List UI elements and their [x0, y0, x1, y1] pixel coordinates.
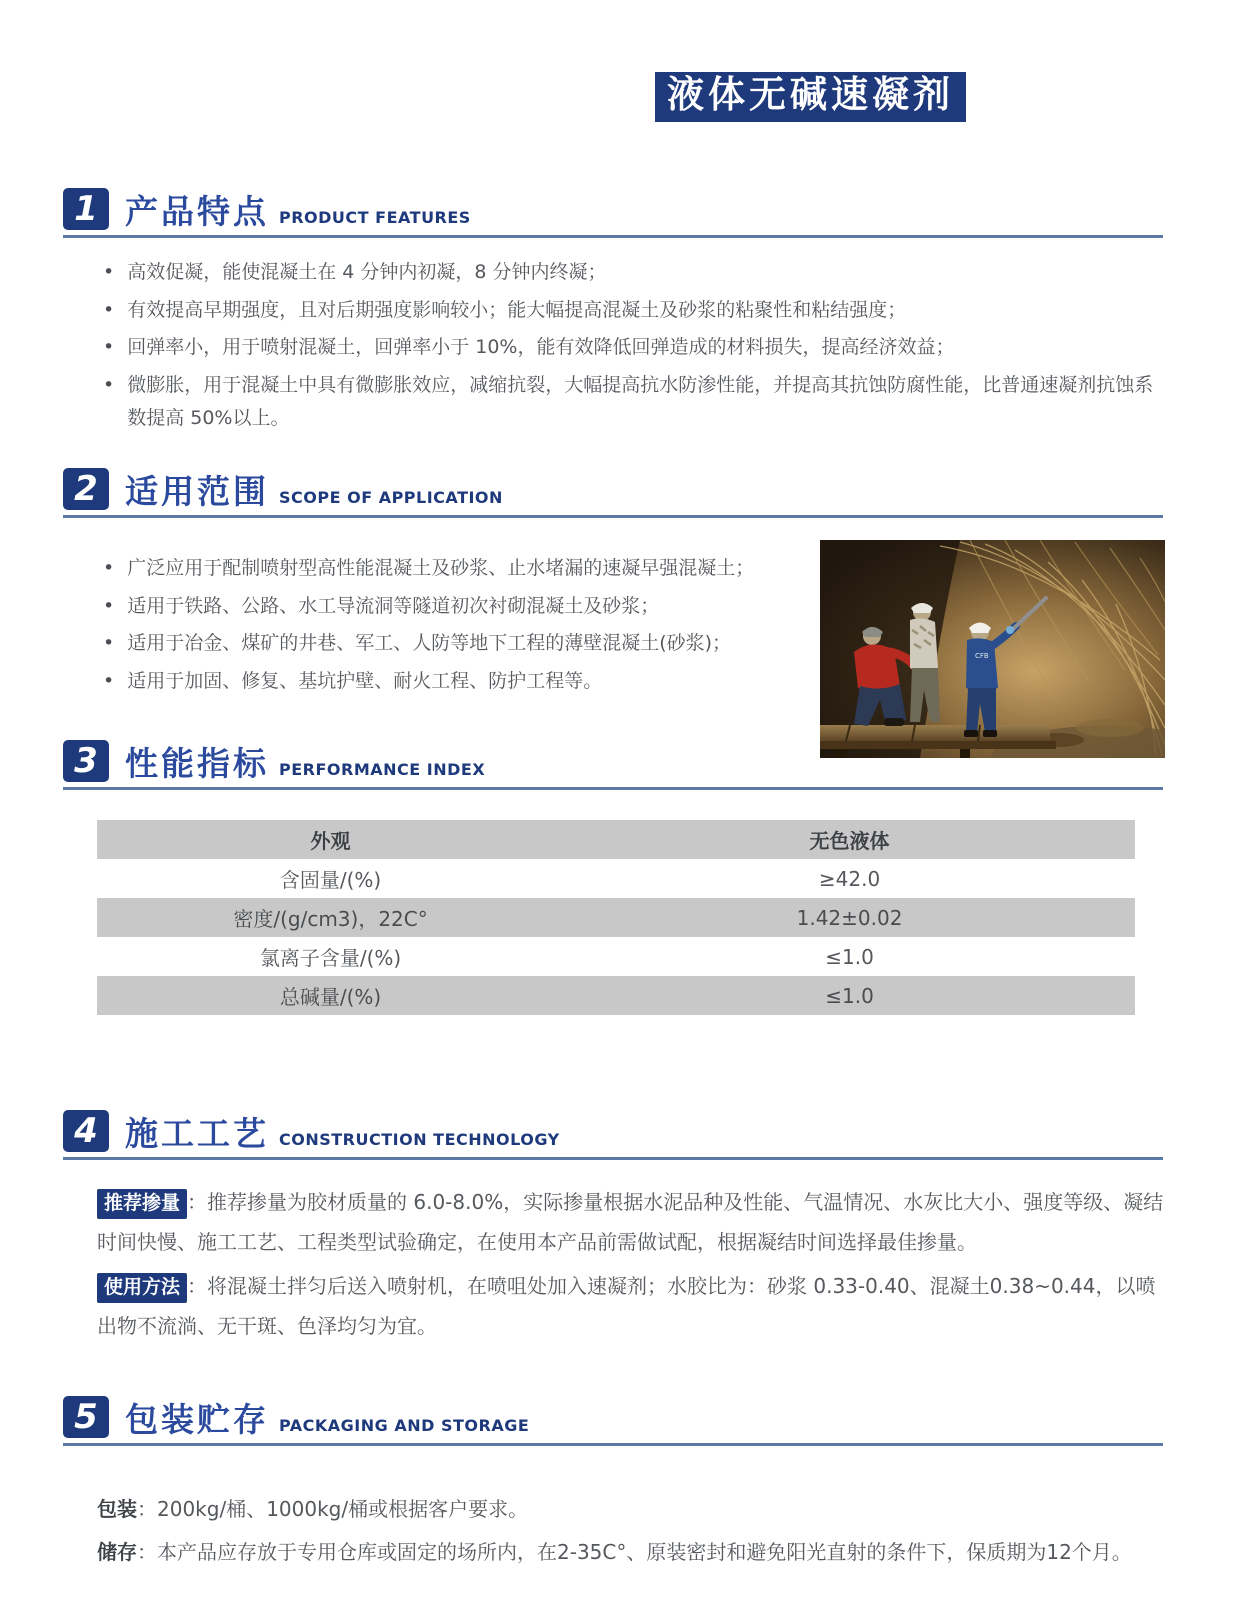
storage-line — [97, 1531, 1163, 1574]
section-title-en: SCOPE OF APPLICATION — [279, 488, 503, 508]
svg-text:CFB: CFB — [975, 652, 989, 660]
table-cell: ≤1.0 — [825, 944, 874, 969]
paragraph-text: ：推荐掺量为胶材质量的 6.0-8.0%，实际掺量根据水泥品种及性能、气温情况、水灰比大小、强度等级、凝结时间快慢、施工工艺、工程类型试验确定，在使用本产品前需做试配，根据凝结时间选择最佳掺量。 — [97, 1190, 1164, 1254]
bullet-text: 有效提高早期强度，且对后期强度影响较小；能大幅提高混凝土及砂浆的粘聚性和粘结强度； — [127, 298, 907, 321]
section-construction-technology — [63, 1110, 1163, 1346]
paragraph-dosage — [97, 1182, 1165, 1262]
table-cell: 1.42±0.02 — [564, 898, 1135, 937]
list-item — [63, 627, 778, 660]
bullet-icon: • — [103, 374, 115, 397]
list-item — [63, 590, 778, 623]
tunnel-photo — [820, 540, 1165, 758]
bullet-text: 回弹率小，用于喷射混凝土，回弹率小于 10%，能有效降低回弹造成的材料损失，提高经济效益； — [127, 336, 955, 359]
bullet-text: 高效促凝，能使混凝土在 4 分钟内初凝，8 分钟内终凝； — [127, 261, 607, 283]
paragraph-usage — [97, 1266, 1165, 1346]
dosage-badge: 推荐掺量 — [97, 1189, 187, 1219]
table-cell: 总碱量/(%) — [97, 976, 564, 1015]
page-title: 液体无碱速凝剂 — [655, 72, 966, 122]
storage-text: ：本产品应存放于专用仓库或固定的场所内，在2-35C°、原装密封和避免阳光直射的条件下，保质期为12个月。 — [137, 1540, 1132, 1564]
table-cell: 密度/(g/cm3)，22C° — [97, 898, 564, 937]
bullet-icon: • — [103, 336, 115, 359]
packaging-line — [97, 1488, 1163, 1531]
section-title-en: CONSTRUCTION TECHNOLOGY — [279, 1130, 560, 1150]
section-number-badge: 1 — [63, 188, 109, 230]
performance-table — [97, 820, 1135, 1015]
bullet-icon: • — [103, 298, 115, 321]
bullet-icon: • — [103, 632, 115, 655]
section-number-badge: 5 — [63, 1396, 109, 1438]
list-item — [63, 256, 1163, 289]
table-header-cell: 无色液体 — [564, 820, 1135, 859]
bullet-icon: • — [103, 557, 115, 579]
table-row — [97, 859, 1135, 898]
table-header-cell: 外观 — [97, 820, 564, 859]
section-number-badge: 3 — [63, 740, 109, 782]
packaging-text: ：200kg/桶、1000kg/桶或根据客户要求。 — [137, 1497, 529, 1521]
table-cell: 氯离子含量/(%) — [259, 946, 402, 970]
bullet-icon: • — [103, 594, 115, 617]
section-title-zh: 性能指标 — [125, 743, 269, 783]
section-title-zh: 施工工艺 — [125, 1113, 269, 1153]
paragraph-text: ：将混凝土拌匀后送入喷射机，在喷咀处加入速凝剂；水胶比为：砂浆 0.33-0.40、混凝土0.38~0.44，以喷出物不流淌、无干斑、色泽均匀为宜。 — [97, 1274, 1156, 1338]
section-title-zh: 包装贮存 — [125, 1399, 269, 1439]
section-packaging-storage — [63, 1396, 1163, 1574]
table-row — [97, 976, 1135, 1015]
bullet-icon: • — [103, 670, 115, 693]
section-title-en: PRODUCT FEATURES — [279, 208, 471, 228]
table-cell: 含固量/(%) — [279, 868, 382, 892]
section-header — [63, 468, 1163, 518]
bullet-text: 适用于铁路、公路、水工导流洞等隧道初次衬砌混凝土及砂浆； — [127, 594, 660, 617]
section-title-zh: 适用范围 — [125, 471, 269, 511]
list-item — [63, 294, 1163, 327]
section-product-features — [63, 188, 1163, 439]
bullet-text: 微膨胀，用于混凝土中具有微膨胀效应，减缩抗裂，大幅提高抗水防渗性能，并提高其抗蚀防腐性能，比普通速凝剂抗蚀系数提高 50%以上。 — [127, 374, 1154, 429]
section-number-badge: 4 — [63, 1110, 109, 1152]
table-row — [97, 898, 1135, 937]
bullet-text: 适用于加固、修复、基坑护壁、耐火工程、防护工程等。 — [127, 670, 603, 693]
list-item — [63, 369, 1163, 434]
section-header — [63, 1396, 1163, 1446]
list-item — [63, 665, 778, 698]
section-header — [63, 1110, 1163, 1160]
section-scope-of-application — [63, 468, 1163, 758]
table-cell: ≤1.0 — [564, 976, 1135, 1015]
bullet-icon: • — [103, 261, 115, 283]
table-row — [97, 937, 1135, 976]
section-performance-index — [63, 740, 1163, 1015]
section-header — [63, 188, 1163, 238]
bullet-list — [63, 552, 778, 758]
bullet-list — [63, 256, 1163, 434]
table-cell: ≥42.0 — [818, 866, 881, 891]
section-header — [63, 740, 1163, 790]
section-number-badge: 2 — [63, 468, 109, 510]
usage-badge: 使用方法 — [97, 1273, 187, 1303]
packaging-label: 包装 — [97, 1497, 137, 1521]
section-title-en: PACKAGING AND STORAGE — [279, 1416, 530, 1436]
table-header-row — [97, 820, 1135, 859]
list-item — [63, 331, 1163, 364]
bullet-text: 适用于冶金、煤矿的井巷、军工、人防等地下工程的薄壁混凝土(砂浆)； — [127, 632, 732, 655]
section-title-zh: 产品特点 — [125, 191, 269, 231]
bullet-text: 广泛应用于配制喷射型高性能混凝土及砂浆、止水堵漏的速凝早强混凝土； — [127, 557, 755, 579]
section-title-en: PERFORMANCE INDEX — [279, 760, 486, 780]
list-item — [63, 552, 778, 585]
storage-label: 储存 — [97, 1540, 137, 1564]
